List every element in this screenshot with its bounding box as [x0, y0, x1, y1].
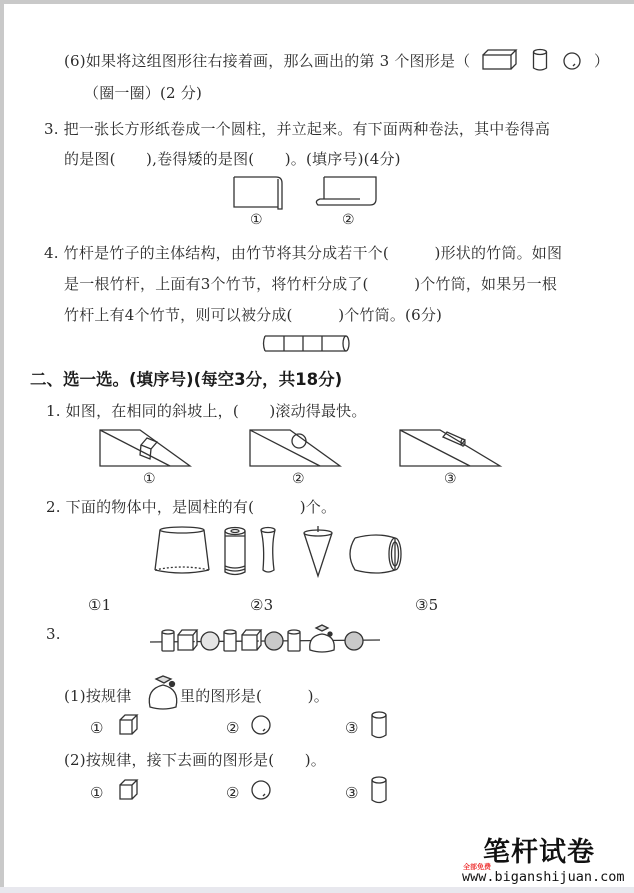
- p2-q3-sub2-option-2: ②: [226, 784, 240, 802]
- sphere-icon[interactable]: [564, 53, 580, 69]
- q4-line2: 是一根竹杆，上面有3个竹节，将竹杆分成了( )个竹筒，如果另一根: [64, 275, 558, 293]
- watermark-url: www.biganshijuan.com: [462, 869, 625, 885]
- bead-string-pattern: [150, 622, 385, 656]
- sphere-icon[interactable]: [250, 714, 274, 738]
- q6-close-paren: ）: [594, 52, 610, 70]
- p2-q2-option-3: ③5: [415, 596, 439, 614]
- cube-icon[interactable]: [118, 713, 140, 737]
- q4-line1: 4. 竹杆是竹子的主体结构，由竹节将其分成若干个( )形状的竹筒。如图: [44, 244, 563, 262]
- p2-q3-sub1-option-1: ①: [90, 719, 104, 737]
- objects-row: [155, 526, 405, 578]
- watermark-logo-title: 笔杆试卷: [483, 837, 595, 868]
- bottom-strip: [0, 887, 634, 893]
- p2-q3-sub1-suffix: 里的图形是( )。: [180, 687, 329, 705]
- rolled-paper-tall-icon: [234, 177, 282, 209]
- battery-icon: [225, 528, 245, 575]
- p2-q3-sub1-prefix: (1)按规律: [64, 687, 132, 705]
- slope-figures: [98, 428, 508, 468]
- cylinder-icon[interactable]: [370, 711, 390, 741]
- p2-q2-option-2: ②3: [250, 596, 274, 614]
- slope-cube-icon: [100, 430, 190, 466]
- p2-q2-option-1: ①1: [88, 596, 112, 614]
- bag-icon: [146, 675, 180, 711]
- p2-q3-sub2-text: (2)按规律，接下去画的图形是( )。: [64, 751, 326, 769]
- lampshade-icon: [155, 527, 209, 573]
- barrel-icon: [350, 535, 401, 573]
- p2-q3-sub2-option-3: ③: [345, 784, 359, 802]
- spinning-top-icon: [304, 526, 332, 576]
- p2-q2-text: 2. 下面的物体中，是圆柱的有( )个。: [46, 498, 337, 516]
- p2-q3-sub2-option-1: ①: [90, 784, 104, 802]
- bamboo-pole-icon: [262, 334, 354, 354]
- section-2-title: 二、选一选。(填序号)(每空3分，共18分): [30, 370, 343, 389]
- watermark-free-tag: 全部免费: [463, 863, 491, 871]
- rolled-paper-short-icon: [316, 177, 376, 205]
- q4-line3: 竹杆上有4个竹节，则可以被分成( )个竹筒。(6分): [64, 306, 443, 324]
- cylinder-icon[interactable]: [534, 50, 547, 71]
- p2-q1-label-3: ③: [444, 471, 457, 487]
- slope-cylinder-icon: [400, 430, 500, 466]
- q6-shape-options: [482, 47, 602, 75]
- cylinder-icon[interactable]: [370, 776, 390, 806]
- q3-line2: 的是图( ),卷得矮的是图( )。(填序号)(4分): [64, 150, 401, 168]
- cube-icon[interactable]: [118, 778, 140, 802]
- p2-q1-text: 1. 如图，在相同的斜坡上，( )滚动得最快。: [46, 402, 367, 420]
- p2-q1-label-2: ②: [292, 471, 305, 487]
- q6-line1: (6)如果将这组图形往右接着画，那么画出的第 3 个图形是（: [64, 52, 471, 70]
- p2-q3-sub1-option-2: ②: [226, 719, 240, 737]
- cuboid-icon[interactable]: [483, 50, 516, 69]
- rolled-paper-figures: [232, 175, 392, 211]
- sphere-icon[interactable]: [250, 779, 274, 803]
- hourglass-vase-icon: [261, 528, 275, 573]
- q3-fig-label-2: ②: [342, 212, 355, 228]
- p2-q3-number: 3.: [46, 625, 61, 643]
- slope-ball-icon: [250, 430, 340, 466]
- q3-line1: 3. 把一张长方形纸卷成一个圆柱，并立起来。有下面两种卷法，其中卷得高: [44, 120, 551, 138]
- q6-line2: （圈一圈）(2 分): [84, 84, 203, 102]
- p2-q3-sub1-option-3: ③: [345, 719, 359, 737]
- p2-q1-label-1: ①: [143, 471, 156, 487]
- q3-fig-label-1: ①: [250, 212, 263, 228]
